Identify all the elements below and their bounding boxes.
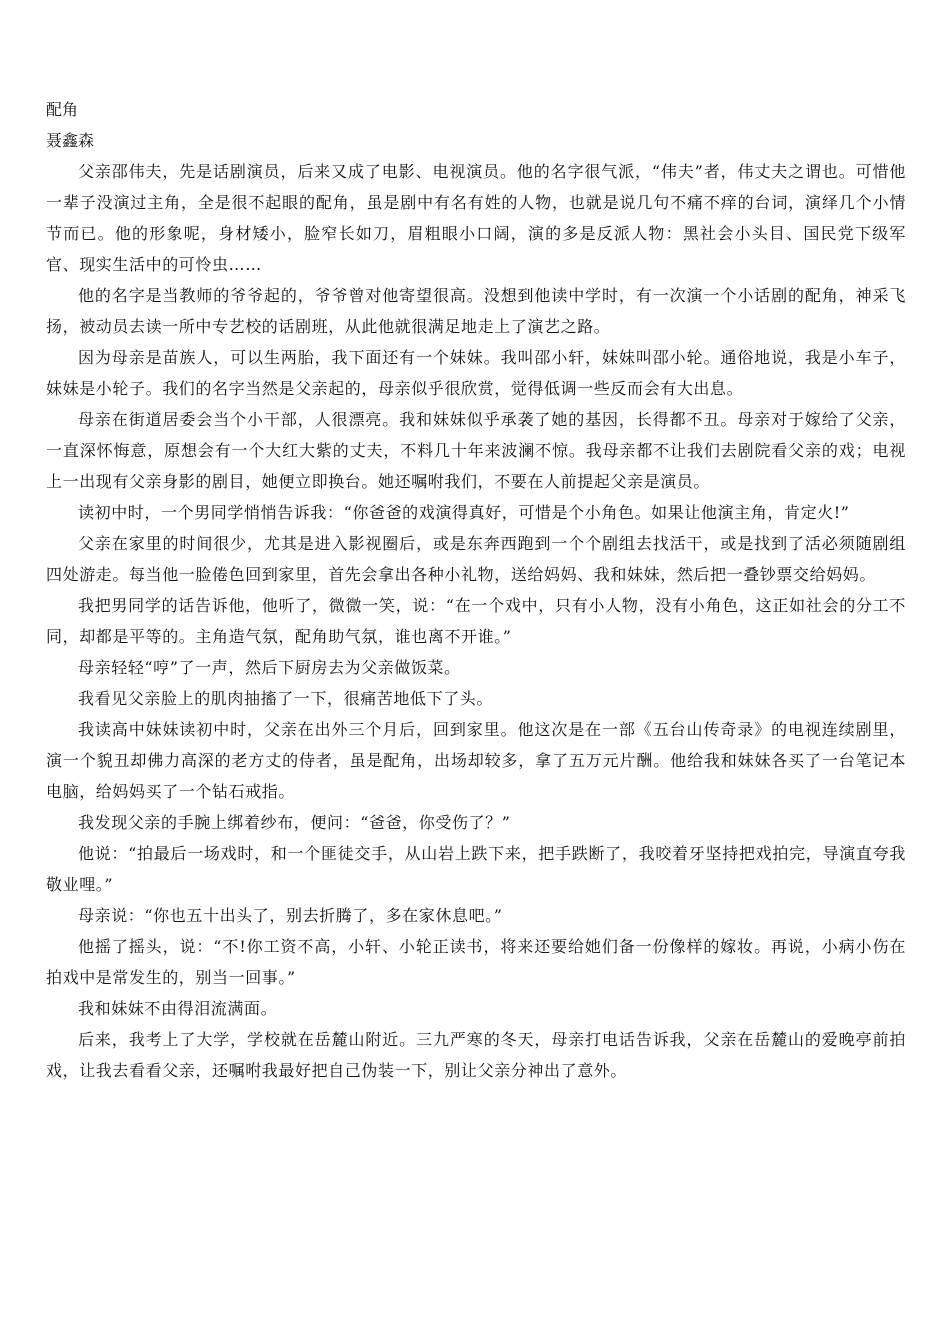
article-title: 配角	[46, 100, 79, 119]
document-page	[46, 94, 906, 1086]
article-author: 聂鑫森	[46, 131, 95, 150]
paragraph: 读初中时，一个男同学悄悄告诉我：“你爸爸的戏演得真好，可惜是个小角色。如果让他演主角，肯定火!”	[78, 503, 850, 522]
paragraph: 母亲在街道居委会当个小干部，人很漂亮。我和妹妹似乎承袭了她的基因，长得都不丑。母亲对于嫁给了父亲，一直深怀悔意，原想会有一个大红大紫的丈夫，不料几十年来波澜不惊。我母亲都不让我们去剧院看父亲的戏；电视上一出现有父亲身影的剧目，她便立即换台。她还嘱咐我们，不要在人前提起父亲是演员。	[46, 410, 906, 491]
paragraph: 母亲轻轻“哼”了一声，然后下厨房去为父亲做饭菜。	[78, 658, 461, 677]
paragraph: 父亲在家里的时间很少，尤其是进入影视圈后，或是东奔西跑到一个个剧组去找活干，或是找到了活必须随剧组四处游走。每当他一脸倦色回到家里，首先会拿出各种小礼物，送给妈妈、我和妹妹，然后把一叠钞票交给妈妈。	[46, 534, 906, 584]
paragraph: 因为母亲是苗族人，可以生两胎，我下面还有一个妹妹。我叫邵小轩，妹妹叫邵小轮。通俗地说，我是小车子，妹妹是小轮子。我们的名字当然是父亲起的，母亲似乎很欣赏，觉得低调一些反而会有大出息。	[46, 348, 906, 398]
paragraph: 我和妹妹不由得泪流满面。	[78, 999, 278, 1018]
paragraph: 我发现父亲的手腕上绑着纱布，便问：“爸爸，你受伤了？”	[78, 813, 511, 832]
paragraph: 我把男同学的话告诉他，他听了，微微一笑，说：“在一个戏中，只有小人物，没有小角色，这正如社会的分工不同，却都是平等的。主角造气氛，配角助气氛，谁也离不开谁。”	[46, 596, 906, 646]
paragraph: 他的名字是当教师的爷爷起的，爷爷曾对他寄望很高。没想到他读中学时，有一次演一个小话剧的配角，神采飞扬，被动员去读一所中专艺校的话剧班，从此他就很满足地走上了演艺之路。	[46, 286, 906, 336]
paragraph: 他摇了摇头，说：“不!你工资不高，小轩、小轮正读书，将来还要给她们备一份像样的嫁妆。再说，小病小伤在拍戏中是常发生的，别当一回事。”	[46, 937, 906, 987]
paragraph: 父亲邵伟夫，先是话剧演员，后来又成了电影、电视演员。他的名字很气派，“伟夫”者，伟丈夫之谓也。可惜他一辈子没演过主角，全是很不起眼的配角，虽是剧中有名有姓的人物，也就是说几句不痛不痒的台词，演绎几个小情节而已。他的形象呢，身材矮小，脸窄长如刀，眉粗眼小口阔，演的多是反派人物：黑社会小头目、国民党下级军官、现实生活中的可怜虫……	[46, 162, 906, 274]
paragraph: 我看见父亲脸上的肌肉抽搐了一下，很痛苦地低下了头。	[78, 689, 494, 708]
paragraph: 母亲说：“你也五十出头了，别去折腾了，多在家休息吧。”	[78, 906, 503, 925]
paragraph: 他说：“拍最后一场戏时，和一个匪徒交手，从山岩上跌下来，把手跌断了，我咬着牙坚持把戏拍完，导演直夸我敬业哩。”	[46, 844, 906, 894]
article-body	[46, 156, 906, 1086]
paragraph: 后来，我考上了大学，学校就在岳麓山附近。三九严寒的冬天，母亲打电话告诉我，父亲在岳麓山的爱晚亭前拍戏，让我去看看父亲，还嘱咐我最好把自己伪装一下，别让父亲分神出了意外。	[46, 1030, 906, 1080]
paragraph: 我读高中妹妹读初中时，父亲在出外三个月后，回到家里。他这次是在一部《五台山传奇录》的电视连续剧里，演一个貌丑却佛力高深的老方丈的侍者，虽是配角，出场却较多，拿了五万元片酬。他给我和妹妹各买了一台笔记本电脑，给妈妈买了一个钻石戒指。	[46, 720, 906, 801]
